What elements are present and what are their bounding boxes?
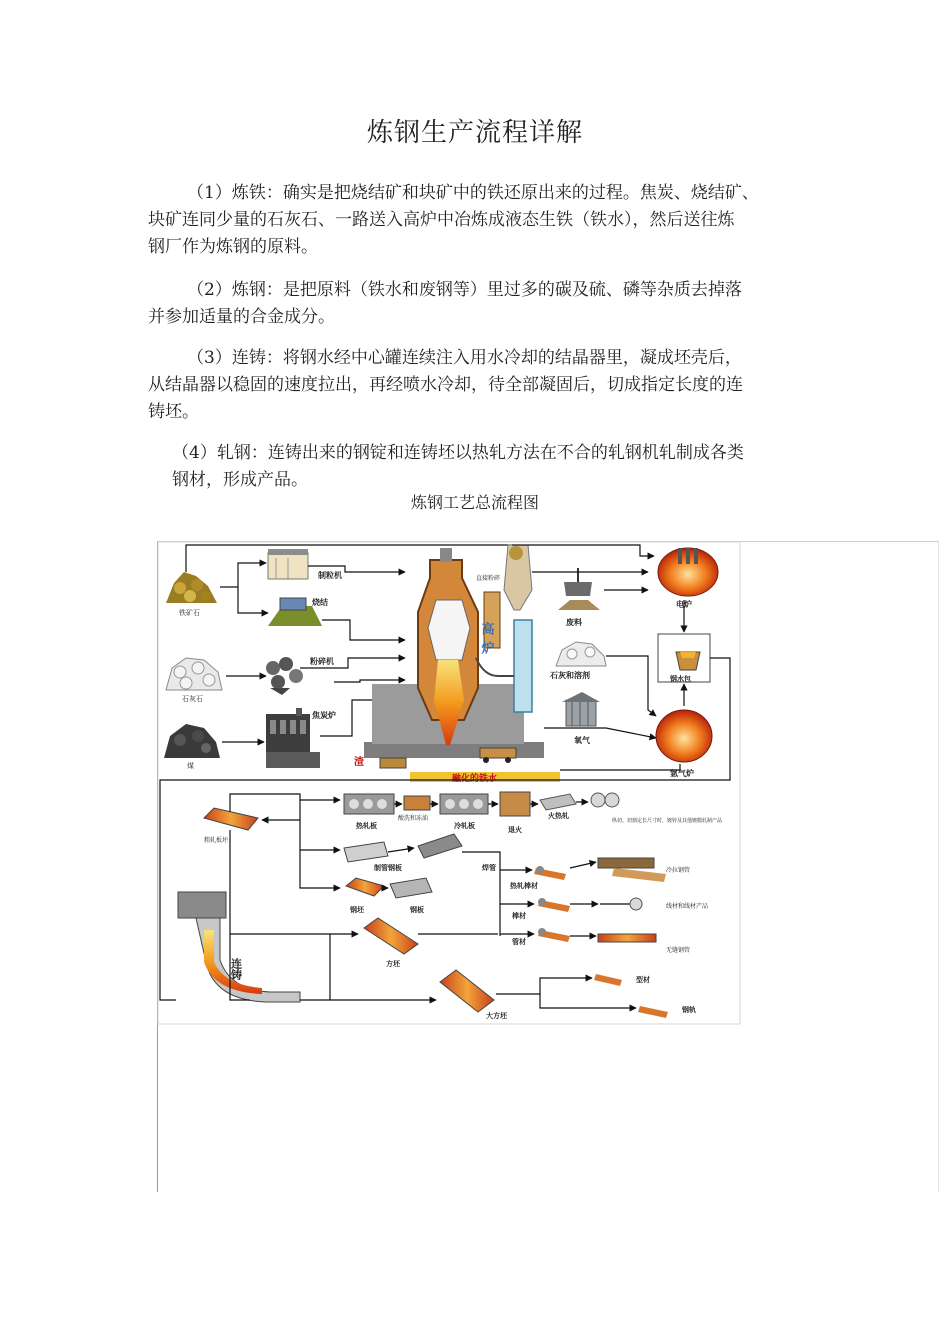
paragraph-line: （3）连铸：将钢水经中心罐连续注入用水冷却的结晶器里，凝成坯壳后， [187, 348, 742, 368]
label-annealing: 退火 [508, 826, 522, 834]
label-billet: 钢坯 [350, 906, 364, 914]
pickling-icon [404, 796, 430, 810]
label-hot-rolled-plate: 热轧板 [356, 822, 377, 830]
label-pickling: 酸洗和冻油 [398, 815, 429, 822]
label-pipe-plate: 制管钢板 [374, 864, 402, 872]
seamless-pipe-icon [598, 934, 656, 942]
paragraph-line: 从结晶器以稳固的速度拉出，再经喷水冷却，待全部凝固后，切成指定长度的连 [148, 375, 743, 395]
label-limestone: 石灰石 [182, 695, 203, 703]
label-bloom: 大方坯 [486, 1012, 507, 1020]
paragraph-line: （2）炼钢：是把原料（铁水和废钢等）里过多的碳及硫、磷等杂质去掉落 [187, 280, 742, 300]
electric-furnace-icon [658, 548, 718, 596]
label-coke-oven: 焦炭炉 [312, 711, 336, 720]
paragraph-line: 钢材，形成产品。 [172, 470, 308, 490]
label-bar: 棒材 [512, 912, 526, 920]
label-electric-furnace: 电炉 [676, 600, 692, 609]
label-iron-ore: 铁矿石 [179, 609, 200, 617]
oxygen-furnace-icon [656, 710, 712, 762]
label-oxygen: 氧气 [574, 736, 590, 745]
hot-rolled-plate-icon [344, 794, 394, 814]
label-hot-rolling: 火热轧 [548, 812, 569, 820]
label-direct-powder: 直接粉碎 [476, 575, 501, 582]
label-sinter: 烧结 [312, 598, 328, 607]
label-ladle: 钢水包 [670, 675, 691, 683]
label-oxygen-furnace: 氩气炉 [670, 769, 694, 778]
label-welded-pipe: 焊管 [482, 864, 496, 872]
label-steel-plate: 钢板 [410, 906, 424, 914]
pellet-machine-icon [268, 549, 308, 579]
label-hot-rolled-bar: 热轧棒材 [510, 882, 538, 890]
page-title: 炼钢生产流程详解 [366, 118, 583, 148]
label-cold-drawn-pipe: 冷拉钢管 [666, 867, 691, 874]
label-wire-products: 线材和线材产品 [666, 903, 709, 910]
figure-caption: 炼钢工艺总流程图 [410, 493, 539, 512]
label-scrap: 废料 [566, 618, 582, 627]
label-pipe-material: 管材 [512, 938, 526, 946]
label-seamless-pipe: 无缝钢管 [666, 947, 691, 954]
label-slag: 渣 [354, 757, 364, 768]
cold-rolled-plate-icon [440, 794, 488, 814]
label-molten-iron: 融化的铁水 [452, 774, 498, 784]
label-continuous-casting: 连铸 [229, 958, 243, 980]
paragraph-line: 铸坯。 [148, 402, 199, 422]
label-rail: 钢轨 [682, 1006, 696, 1014]
paragraph-line: 块矿连同少量的石灰石、一路送入高炉中冶炼成液态生铁（铁水），然后送往炼 [148, 210, 735, 230]
label-lime-flux: 石灰和溶剂 [550, 671, 590, 680]
paragraph-line: 钢厂作为炼钢的原料。 [148, 237, 318, 257]
label-rough-slab: 粗轧板坯 [204, 837, 229, 844]
label-cold-rolled-plate: 冷轧板 [454, 822, 475, 830]
label-section: 型材 [636, 976, 650, 984]
label-pellet-machine: 制粒机 [318, 571, 342, 580]
paragraph-line: （1）炼铁：确实是把烧结矿和块矿中的铁还原出来的过程。焦炭、烧结矿、 [187, 183, 759, 203]
annealing-icon [500, 792, 530, 816]
label-blast-furnace: 高炉 [478, 622, 494, 660]
label-coal: 煤 [187, 762, 194, 770]
label-finishing-note: 纵切、切割定长尺寸时，镀锌及其他镀膜轧制产品 [612, 818, 723, 824]
paragraph-line: （4）轧钢：连铸出来的钢锭和连铸坯以热轧方法在不合的轧钢机轧制成各类 [172, 443, 744, 463]
label-crusher: 粉碎机 [310, 657, 334, 666]
label-square-billet: 方坯 [386, 960, 400, 968]
paragraph-line: 并参加适量的合金成分。 [148, 307, 335, 327]
